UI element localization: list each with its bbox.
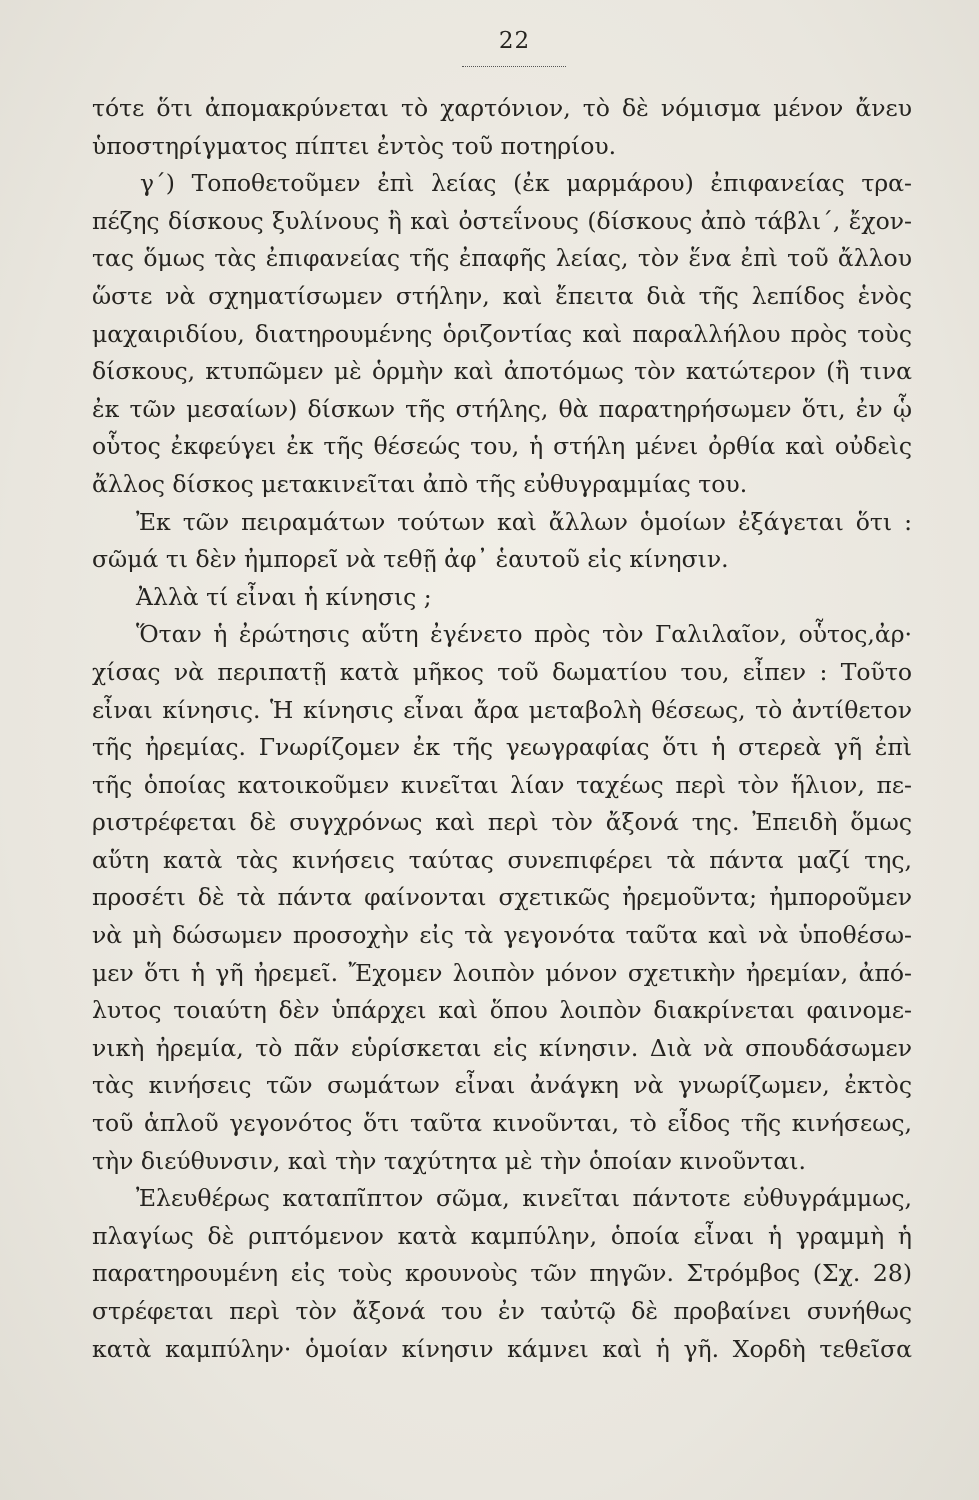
text-line: ἄλλος δίσκος μετακινεῖται ἀπὸ τῆς εὐθυγραμμίας του. — [92, 469, 748, 498]
text-line: Ἐλευθέρως καταπῖπτον σῶμα, κινεῖται πάντοτε εὐθυγράμμως, — [136, 1184, 912, 1213]
text-line: τας ὅμως τὰς ἐπιφανείας τῆς ἐπαφῆς λείας, τὸν ἕνα ἐπὶ τοῦ ἄλλου — [92, 244, 912, 273]
text-line: νικὴ ἠρεμία, τὸ πᾶν εὑρίσκεται εἰς κίνησιν. Διὰ νὰ σπουδάσωμεν — [92, 1033, 912, 1062]
text-line: γ΄) Τοποθετοῦμεν ἐπὶ λείας (ἐκ μαρμάρου) ἐπιφανείας τρα- — [140, 169, 912, 198]
page-number: 22 — [498, 28, 531, 54]
text-line: ὥστε νὰ σχηματίσωμεν στήλην, καὶ ἔπειτα διὰ τῆς λεπίδος ἑνὸς — [92, 281, 912, 310]
text-line: ἐκ τῶν μεσαίων) δίσκων τῆς στήλης, θὰ παρατηρήσωμεν ὅτι, ἐν ᾧ — [92, 394, 912, 423]
text-line: τῆς ὁποίας κατοικοῦμεν κινεῖται λίαν ταχέως περὶ τὸν ἥλιον, πε- — [92, 770, 912, 799]
text-line: ριστρέφεται δὲ συγχρόνως καὶ περὶ τὸν ἄξονά της. Ἐπειδὴ ὅμως — [92, 808, 912, 837]
text-line: δίσκους, κτυπῶμεν μὲ ὁρμὴν καὶ ἀποτόμως τὸν κατώτερον (ἢ τινα — [92, 357, 912, 386]
text-line: πλαγίως δὲ ριπτόμενον κατὰ καμπύλην, ὁποία εἶναι ἡ γραμμὴ ἡ — [92, 1221, 912, 1250]
text-line: Ἐκ τῶν πειραμάτων τούτων καὶ ἄλλων ὁμοίων ἐξάγεται ὅτι : — [136, 507, 912, 536]
text-line: εἶναι κίνησις. Ἡ κίνησις εἶναι ἄρα μεταβολὴ θέσεως, τὸ ἀντίθετον — [92, 695, 912, 724]
text-line: μεν ὅτι ἡ γῆ ἠρεμεῖ. Ἔχομεν λοιπὸν μόνον σχετικὴν ἠρεμίαν, ἀπό- — [92, 958, 912, 987]
header-rule — [462, 66, 566, 67]
text-line: χίσας νὰ περιπατῇ κατὰ μῆκος τοῦ δωματίου του, εἶπεν : Τοῦτο — [92, 657, 912, 686]
text-line: παρατηρουμένη εἰς τοὺς κρουνοὺς τῶν πηγῶν. Στρόμβος (Σχ. 28) — [92, 1259, 912, 1288]
text-line: αὕτη κατὰ τὰς κινήσεις ταύτας συνεπιφέρει τὰ πάντα μαζί της, — [92, 845, 912, 874]
text-line: νὰ μὴ δώσωμεν προσοχὴν εἰς τὰ γεγονότα ταῦτα καὶ νὰ ὑποθέσω- — [92, 921, 912, 950]
text-line: στρέφεται περὶ τὸν ἄξονά του ἐν ταὐτῷ δὲ προβαίνει συνήθως — [92, 1297, 912, 1325]
text-line: τοῦ ἁπλοῦ γεγονότος ὅτι ταῦτα κινοῦνται, τὸ εἶδος τῆς κινήσεως, — [92, 1109, 912, 1138]
text-line: πέζης δίσκους ξυλίνους ἢ καὶ ὀστεΐνους (δίσκους ἀπὸ τάβλι΄, ἔχον- — [92, 206, 912, 235]
text-line: τῆς ἠρεμίας. Γνωρίζομεν ἐκ τῆς γεωγραφίας ὅτι ἡ στερεὰ γῆ ἐπὶ — [92, 733, 912, 762]
text-line: προσέτι δὲ τὰ πάντα φαίνονται σχετικῶς ἠρεμοῦντα; ἠμποροῦμεν — [92, 883, 912, 912]
text-line: Ὅταν ἡ ἐρώτησις αὕτη ἐγένετο πρὸς τὸν Γαλιλαῖον, οὗτος,ἀρ· — [136, 620, 912, 649]
text-line: κατὰ καμπύλην· ὁμοίαν κίνησιν κάμνει καὶ ἡ γῆ. Χορδὴ τεθεῖσα — [92, 1334, 912, 1363]
body-text — [92, 90, 912, 1368]
text-line: τότε ὅτι ἀπομακρύνεται τὸ χαρτόνιον, τὸ δὲ νόμισμα μένον ἄνευ — [92, 94, 912, 122]
text-line: τὰς κινήσεις τῶν σωμάτων εἶναι ἀνάγκη νὰ γνωρίζωμεν, ἐκτὸς — [92, 1071, 912, 1100]
text-line: ὑποστηρίγματος πίπτει ἐντὸς τοῦ ποτηρίου. — [92, 131, 617, 160]
text-line: οὗτος ἐκφεύγει ἐκ τῆς θέσεώς του, ἡ στήλη μένει ὀρθία καὶ οὐδεὶς — [92, 432, 912, 461]
text-line: Ἀλλὰ τί εἶναι ἡ κίνησις ; — [136, 582, 432, 611]
text-line: σῶμά τι δὲν ἠμπορεῖ νὰ τεθῇ ἀφ᾽ ἑαυτοῦ εἰς κίνησιν. — [92, 545, 729, 574]
text-line: τὴν διεύθυνσιν, καὶ τὴν ταχύτητα μὲ τὴν ὁποίαν κινοῦνται. — [92, 1146, 806, 1175]
text-line: μαχαιριδίου, διατηρουμένης ὁριζοντίας καὶ παραλλήλου πρὸς τοὺς — [92, 319, 912, 348]
text-line: λυτος τοιαύτη δὲν ὑπάρχει καὶ ὅπου λοιπὸν διακρίνεται φαινομε- — [92, 996, 912, 1025]
